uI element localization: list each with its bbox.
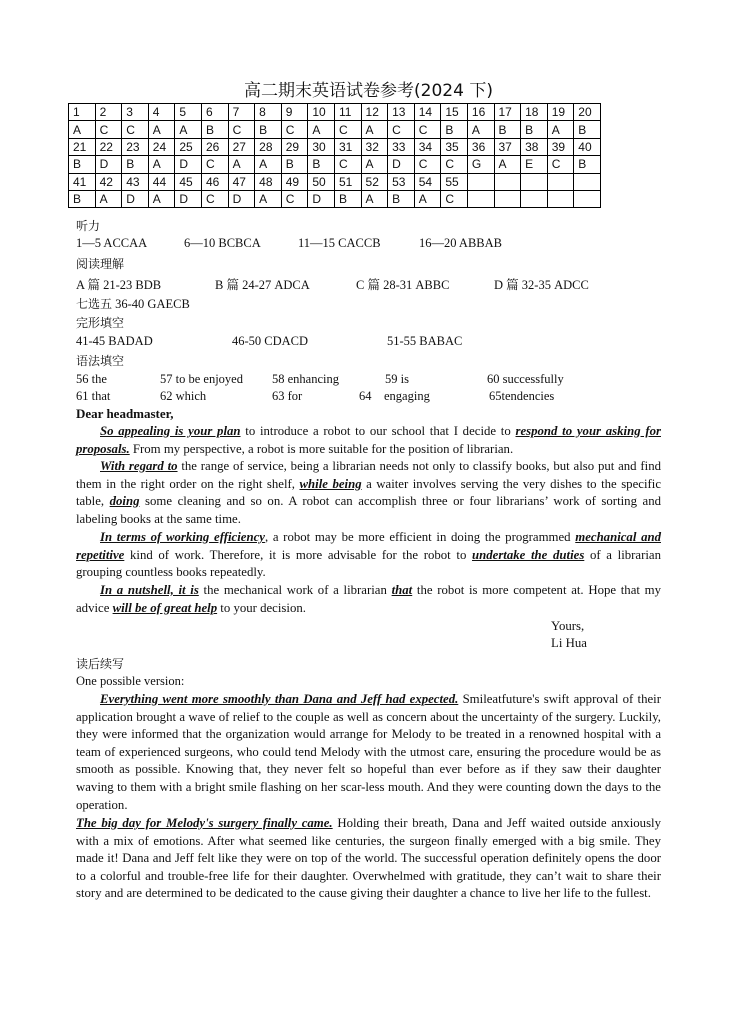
letter-closing: Yours, [551, 619, 585, 633]
answer-table-cell: A [255, 156, 282, 173]
answer-table-cell: D [175, 190, 202, 207]
answer-table-cell: 2 [95, 104, 122, 121]
answer-table-cell: A [467, 121, 494, 138]
answer-table-cell: 34 [414, 138, 441, 155]
answer-table-row [69, 190, 601, 207]
answer-table-cell [494, 173, 521, 190]
answer-table-cell: D [308, 190, 335, 207]
answer-table-cell [521, 190, 548, 207]
cloze-heading: 完形填空 [76, 316, 125, 330]
answer-table-cell: A [175, 121, 202, 138]
answer-table-cell: C [414, 121, 441, 138]
letter-paragraph: So appealing is your plan to introduce a robot to our school that I decide to respond to your asking for proposals. From my perspective, a robot is more suitable for the position of librarian. [76, 424, 661, 456]
answer-table-cell: 11 [334, 104, 361, 121]
answer-table-cell: C [388, 121, 415, 138]
answer-table-cell: D [175, 156, 202, 173]
reading-answer: D 篇 32-35 ADCC [494, 278, 589, 292]
answer-table-cell: 28 [255, 138, 282, 155]
answer-table-cell: 9 [281, 104, 308, 121]
answer-table-cell: 43 [122, 173, 149, 190]
answer-table-cell: 42 [95, 173, 122, 190]
answer-table-cell: B [441, 121, 468, 138]
answer-table-cell: B [69, 190, 96, 207]
answer-table-cell: 40 [574, 138, 601, 155]
letter-paragraph: In terms of working efficiency, a robot may be more efficient in doing the programmed mechanical and repetitive kind of work. Therefore, it is more advisable for the robot to undertake the duties of a librarian grouping countless books repeatedly. [76, 530, 661, 580]
answer-table-cell: 24 [148, 138, 175, 155]
listening-heading: 听力 [76, 219, 101, 233]
answer-table-cell: C [122, 121, 149, 138]
answer-table-cell: 39 [547, 138, 574, 155]
answer-table-cell [574, 190, 601, 207]
answer-table-cell: B [281, 156, 308, 173]
answer-table-cell: 29 [281, 138, 308, 155]
answer-table-cell: A [308, 121, 335, 138]
answer-table-cell: B [574, 156, 601, 173]
answer-table-cell: 15 [441, 104, 468, 121]
answer-table-cell: A [494, 156, 521, 173]
grammar-answer: 62 which [160, 389, 207, 403]
answer-table-cell: 7 [228, 104, 255, 121]
answer-table-cell: A [361, 190, 388, 207]
answer-table-cell: 44 [148, 173, 175, 190]
cloze-answer: 46-50 CDACD [232, 334, 309, 348]
letter-greeting: Dear headmaster, [76, 406, 174, 421]
story-paragraph: The big day for Melody's surgery finally came. Holding their breath, Dana and Jeff waited outside anxiously with a mix of emotions. After what seemed like centuries, the surgeon finally emerged with a big smile. They made it! Dana and Jeff felt like they were on top of the world. The successful operation definitely opens the door to a colorful and trouble-free life for their daughter. Overwhelmed with gratitude, they can’t wait to share their story and are determined to be dedicated to the cause giving their daughter a chance to live her life to the fullest. [76, 816, 661, 901]
answer-table-cell [521, 173, 548, 190]
answer-table-cell: A [148, 121, 175, 138]
answer-table-cell: A [547, 121, 574, 138]
answer-table-cell: C [281, 121, 308, 138]
answer-table-cell: 4 [148, 104, 175, 121]
answer-table-cell: B [521, 121, 548, 138]
answer-table-cell: A [228, 156, 255, 173]
answer-table-cell: B [574, 121, 601, 138]
listening-answer: 6—10 BCBCA [184, 236, 261, 250]
answer-table-cell: C [334, 121, 361, 138]
grammar-answer: 59 is [385, 372, 409, 386]
answer-table-cell: 45 [175, 173, 202, 190]
answer-table-cell: 23 [122, 138, 149, 155]
answer-table-cell: 55 [441, 173, 468, 190]
answer-table-cell: 38 [521, 138, 548, 155]
cloze-answer: 51-55 BABAC [387, 334, 463, 348]
answer-table-row [69, 138, 601, 155]
page-title: 高二期末英语试卷参考(2024 下) [244, 81, 493, 101]
grammar-heading: 语法填空 [76, 354, 125, 368]
answer-table-cell: 54 [414, 173, 441, 190]
reading-heading: 阅读理解 [76, 257, 125, 271]
answer-table-cell [467, 173, 494, 190]
answer-table-cell: 50 [308, 173, 335, 190]
listening-answer: 16—20 ABBAB [419, 236, 503, 250]
answer-table-cell: 10 [308, 104, 335, 121]
seven-choice-answer: 36-40 GAECB [115, 297, 190, 311]
grammar-answer: 65tendencies [489, 389, 555, 403]
reading-answer: B 篇 24-27 ADCA [215, 278, 310, 292]
seven-choice-label: 七选五 [76, 297, 113, 311]
answer-table-cell: E [521, 156, 548, 173]
answer-table-cell: C [334, 156, 361, 173]
answer-table-row [69, 104, 601, 121]
letter-paragraph: With regard to the range of service, being a librarian needs not only to classify books, but also put and find them in the right order on the right shelf, while being a waiter involves serving the very dishes to the specific table, doing some cleaning and so on. A robot can accomplish three or four librarians’ work of sorting and labeling books at the same time. [76, 459, 661, 526]
answer-table-cell: 41 [69, 173, 96, 190]
answer-table-cell: B [201, 121, 228, 138]
answer-table-cell: D [388, 156, 415, 173]
answer-table-cell: B [494, 121, 521, 138]
answer-table-cell: 48 [255, 173, 282, 190]
reading-answer: A 篇 21-23 BDB [76, 278, 162, 292]
answer-table-row [69, 156, 601, 173]
grammar-answer: 60 successfully [487, 372, 564, 386]
answer-table-cell: D [95, 156, 122, 173]
answer-table-cell: 46 [201, 173, 228, 190]
answer-table-cell: 21 [69, 138, 96, 155]
grammar-answer: 58 enhancing [272, 372, 339, 386]
answer-table-cell: 32 [361, 138, 388, 155]
answer-table-cell: 49 [281, 173, 308, 190]
answer-table-cell: C [95, 121, 122, 138]
cloze-answer: 41-45 BADAD [76, 334, 153, 348]
answer-table-cell: 19 [547, 104, 574, 121]
answer-table-cell: 53 [388, 173, 415, 190]
answer-table-cell: 33 [388, 138, 415, 155]
grammar-answer: 63 for [272, 389, 303, 403]
answer-table-cell: A [148, 190, 175, 207]
answer-table-cell: 31 [334, 138, 361, 155]
answer-table-cell: B [122, 156, 149, 173]
answer-table-cell: B [388, 190, 415, 207]
answer-table-row [69, 173, 601, 190]
answer-table-cell [547, 190, 574, 207]
answer-table-cell: C [228, 121, 255, 138]
seven-choice-line [76, 295, 190, 312]
answer-table-cell: C [201, 156, 228, 173]
answer-table-cell: A [414, 190, 441, 207]
answer-table-cell: 8 [255, 104, 282, 121]
answer-table-cell [547, 173, 574, 190]
answer-table-cell: B [69, 156, 96, 173]
answer-table-cell: A [361, 156, 388, 173]
answer-table-cell: A [361, 121, 388, 138]
answer-table-cell: 13 [388, 104, 415, 121]
answer-table-cell: C [441, 190, 468, 207]
answer-table-cell [574, 173, 601, 190]
answer-table-cell: A [148, 156, 175, 173]
continuation-intro: One possible version: [76, 674, 185, 688]
answer-table-cell: 17 [494, 104, 521, 121]
answer-table-cell: D [228, 190, 255, 207]
listening-answer: 1—5 ACCAA [76, 236, 148, 250]
answer-table-cell [467, 190, 494, 207]
answer-table-cell: C [441, 156, 468, 173]
answer-table-cell: D [122, 190, 149, 207]
answer-table-cell: 36 [467, 138, 494, 155]
answer-table-cell: 26 [201, 138, 228, 155]
letter-paragraph: In a nutshell, it is the mechanical work of a librarian that the robot is more competent at. Hope that my advice will be of great help to your decision. [76, 583, 661, 615]
answer-table-cell: C [281, 190, 308, 207]
grammar-answer: 57 to be enjoyed [160, 372, 243, 386]
answer-table-cell: 52 [361, 173, 388, 190]
answer-table-cell: 6 [201, 104, 228, 121]
answer-table-cell: 22 [95, 138, 122, 155]
answer-table-cell: 37 [494, 138, 521, 155]
answer-table-cell: 18 [521, 104, 548, 121]
answer-table-cell: 27 [228, 138, 255, 155]
answer-table-cell: 47 [228, 173, 255, 190]
answer-table-cell: 25 [175, 138, 202, 155]
continuation-heading: 读后续写 [76, 657, 125, 671]
answer-table-cell: 35 [441, 138, 468, 155]
reading-answer: C 篇 28-31 ABBC [356, 278, 450, 292]
answer-table-cell: A [95, 190, 122, 207]
answer-table-cell: B [334, 190, 361, 207]
grammar-answer: 61 that [76, 389, 111, 403]
grammar-answer: 56 the [76, 372, 107, 386]
answer-table-row [69, 121, 601, 138]
answer-table-cell: 20 [574, 104, 601, 121]
grammar-answer: 64 engaging [359, 389, 430, 403]
answer-table-cell: A [69, 121, 96, 138]
answer-table [68, 103, 601, 208]
answer-table-cell: 1 [69, 104, 96, 121]
answer-table-cell: A [255, 190, 282, 207]
answer-table-cell: B [255, 121, 282, 138]
answer-table-cell: 12 [361, 104, 388, 121]
answer-table-cell: 51 [334, 173, 361, 190]
answer-table-cell: C [547, 156, 574, 173]
answer-table-cell: B [308, 156, 335, 173]
listening-answer: 11—15 CACCB [298, 236, 381, 250]
answer-table-cell: 5 [175, 104, 202, 121]
answer-table-cell: 30 [308, 138, 335, 155]
answer-table-cell: C [201, 190, 228, 207]
answer-table-cell: 3 [122, 104, 149, 121]
answer-table-cell: G [467, 156, 494, 173]
letter-signature: Li Hua [551, 636, 587, 650]
answer-table-cell [494, 190, 521, 207]
answer-table-cell: 16 [467, 104, 494, 121]
story-paragraph: Everything went more smoothly than Dana and Jeff had expected. Smileatfuture's swift approval of their application brought a wave of relief to the couple as well as concern about the uncertainty of the surgery. Luckily, they were informed that the organization would arrange for Melody to be treated in a renowned hospital with a team of experienced surgeons, who could tend Melody with the utmost care, ensuring the procedure would be as smooth as possible. Knowing that, they never felt so hopeful than ever before as if they saw their daughter waving to them with a bright smile flashing on her scar-less mouth. And they were counting down the days to the operation. [76, 692, 661, 812]
answer-table-cell: 14 [414, 104, 441, 121]
answer-table-cell: C [414, 156, 441, 173]
